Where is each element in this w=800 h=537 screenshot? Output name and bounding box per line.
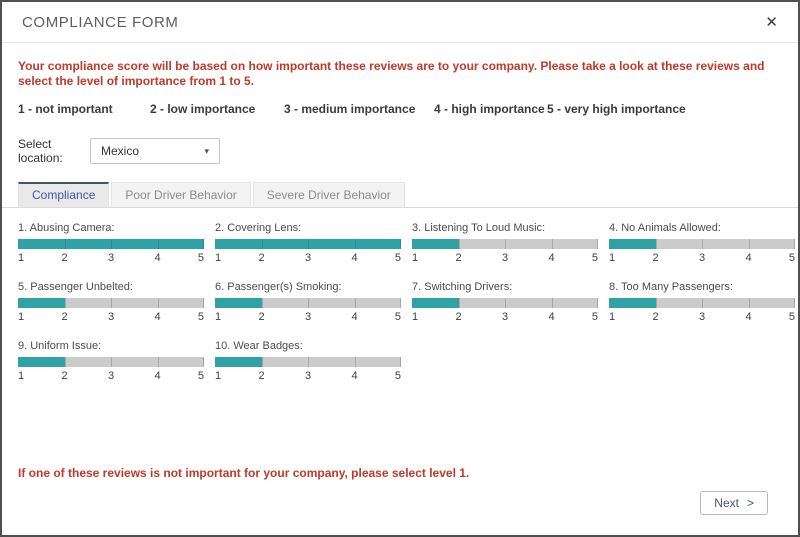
slider-grid [18, 222, 798, 384]
tick-label: 1 [215, 252, 222, 264]
tick-labels [18, 252, 204, 266]
track-tick [702, 239, 703, 249]
tick-label: 5 [197, 252, 204, 264]
track-tick [65, 239, 66, 249]
track-tick [505, 239, 506, 249]
location-label: Select location: [18, 137, 63, 165]
tick-label: 2 [652, 252, 659, 264]
footnote-text: If one of these reviews is not important for your company, please select level 1. [18, 466, 470, 480]
tick-label: 3 [304, 311, 312, 323]
track-tick [597, 239, 598, 249]
slider-label: 9. Uniform Issue: [18, 340, 102, 352]
tick-label: 2 [652, 311, 659, 323]
slider-track[interactable] [412, 239, 598, 249]
location-row [18, 137, 782, 165]
track-tick [65, 298, 66, 308]
intro-text: Your compliance score will be based on how important these reviews are to your company. Please take a look at these reviews and select the level of importance from 1 to 5. [18, 59, 765, 88]
track-tick [158, 239, 159, 249]
track-tick [158, 298, 159, 308]
tick-label: 4 [548, 252, 555, 264]
slider-track[interactable] [18, 298, 204, 308]
tick-label: 5 [591, 252, 598, 264]
tick-label: 2 [258, 252, 265, 264]
tick-label: 2 [455, 311, 462, 323]
track-tick [552, 239, 553, 249]
slider-cell [215, 281, 401, 325]
tick-label: 2 [61, 370, 68, 382]
track-tick [794, 239, 795, 249]
legend-item: 1 - not important [18, 102, 113, 116]
tick-label: 1 [215, 311, 222, 323]
tick-label: 1 [215, 370, 222, 382]
track-tick [400, 239, 401, 249]
tick-label: 3 [304, 252, 312, 264]
slider-track[interactable] [18, 357, 204, 367]
slider-label: 3. Listening To Loud Music: [412, 222, 546, 234]
dialog-title: COMPLIANCE FORM [22, 13, 179, 31]
track-tick [552, 298, 553, 308]
location-selected-value: Mexico [101, 144, 140, 158]
tick-label: 3 [107, 311, 115, 323]
tick-label: 3 [501, 311, 509, 323]
track-tick [355, 357, 356, 367]
slider-track[interactable] [18, 239, 204, 249]
slider-track[interactable] [215, 239, 401, 249]
tick-label: 2 [61, 252, 68, 264]
tick-labels [609, 252, 795, 266]
track-tick [111, 239, 112, 249]
slider-cell [18, 222, 204, 266]
slider-label: 1. Abusing Camera: [18, 222, 115, 234]
tick-labels [215, 311, 401, 325]
track-tick [400, 357, 401, 367]
legend-item: 4 - high importance [434, 102, 545, 116]
slider-cell [412, 222, 598, 266]
slider-label: 6. Passenger(s) Smoking: [215, 281, 342, 293]
slider-fill [215, 357, 262, 367]
chevron-right-icon: > [746, 496, 754, 510]
tick-label: 3 [698, 252, 706, 264]
track-tick [203, 239, 204, 249]
slider-label: 2. Covering Lens: [215, 222, 302, 234]
track-tick [749, 239, 750, 249]
track-tick [459, 239, 460, 249]
tick-labels [412, 252, 598, 266]
track-tick [505, 298, 506, 308]
footer-actions [2, 491, 768, 515]
track-tick [597, 298, 598, 308]
track-tick [262, 298, 263, 308]
slider-fill [18, 357, 65, 367]
tick-label: 1 [18, 252, 25, 264]
tab-strip [2, 182, 798, 208]
track-tick [459, 298, 460, 308]
slider-label: 7. Switching Drivers: [412, 281, 513, 293]
slider-fill [609, 239, 656, 249]
tick-label: 2 [61, 311, 68, 323]
slider-fill [412, 239, 459, 249]
track-tick [111, 357, 112, 367]
tick-label: 5 [394, 252, 401, 264]
track-tick [203, 298, 204, 308]
tick-labels [412, 311, 598, 325]
slider-track[interactable] [609, 239, 795, 249]
slider-fill [18, 298, 65, 308]
slider-fill [412, 298, 459, 308]
slider-label: 4. No Animals Allowed: [609, 222, 721, 234]
tab-poor-driver-behavior[interactable]: Poor Driver Behavior [111, 182, 250, 207]
track-tick [65, 357, 66, 367]
tick-label: 4 [154, 311, 161, 323]
tab-compliance[interactable]: Compliance [18, 182, 109, 207]
next-button[interactable] [700, 491, 768, 515]
tick-labels [18, 311, 204, 325]
tick-labels [215, 252, 401, 266]
tick-label: 5 [788, 311, 795, 323]
tick-label: 1 [18, 370, 25, 382]
tick-label: 4 [745, 252, 752, 264]
slider-cell [412, 281, 598, 325]
slider-fill [609, 298, 656, 308]
chevron-down-icon: ▾ [204, 145, 209, 156]
track-tick [355, 239, 356, 249]
tab-severe-driver-behavior[interactable]: Severe Driver Behavior [253, 182, 405, 207]
slider-track[interactable] [609, 298, 795, 308]
tick-label: 4 [745, 311, 752, 323]
track-tick [308, 239, 309, 249]
tick-label: 3 [304, 370, 312, 382]
next-button-label: Next [714, 496, 739, 510]
track-tick [749, 298, 750, 308]
track-tick [308, 298, 309, 308]
slider-cell [18, 281, 204, 325]
slider-cell [18, 340, 204, 384]
legend-item: 5 - very high importance [547, 102, 686, 116]
close-icon[interactable]: ✕ [765, 13, 778, 31]
track-tick [203, 357, 204, 367]
track-tick [400, 298, 401, 308]
tick-label: 5 [197, 311, 204, 323]
tick-label: 4 [548, 311, 555, 323]
slider-track[interactable] [412, 298, 598, 308]
track-tick [158, 357, 159, 367]
slider-label: 5. Passenger Unbelted: [18, 281, 133, 293]
track-tick [308, 357, 309, 367]
tick-label: 1 [412, 252, 419, 264]
slider-cell [215, 340, 401, 384]
tick-label: 3 [501, 252, 509, 264]
tick-labels [215, 370, 401, 384]
tick-label: 5 [788, 252, 795, 264]
tick-label: 4 [351, 311, 358, 323]
slider-cell [215, 222, 401, 266]
track-tick [355, 298, 356, 308]
tick-label: 5 [394, 311, 401, 323]
slider-label: 8. Too Many Passengers: [609, 281, 733, 293]
track-tick [656, 239, 657, 249]
tick-label: 5 [394, 370, 401, 382]
slider-cell [609, 281, 795, 325]
tick-label: 4 [154, 252, 161, 264]
track-tick [262, 239, 263, 249]
tick-label: 2 [258, 370, 265, 382]
track-tick [111, 298, 112, 308]
importance-legend [18, 102, 782, 117]
track-tick [702, 298, 703, 308]
tick-label: 5 [591, 311, 598, 323]
tick-label: 5 [197, 370, 204, 382]
slider-label: 10. Wear Badges: [215, 340, 303, 352]
slider-track[interactable] [215, 298, 401, 308]
tick-label: 4 [351, 252, 358, 264]
tick-label: 3 [698, 311, 706, 323]
dialog-titlebar [2, 2, 798, 43]
legend-item: 3 - medium importance [284, 102, 416, 116]
tick-label: 1 [18, 311, 25, 323]
tick-label: 2 [455, 252, 462, 264]
tick-label: 1 [609, 252, 616, 264]
slider-fill [215, 298, 262, 308]
tick-label: 2 [258, 311, 265, 323]
tick-label: 4 [351, 370, 358, 382]
tick-label: 1 [609, 311, 616, 323]
tick-labels [18, 370, 204, 384]
track-tick [794, 298, 795, 308]
location-dropdown[interactable] [90, 138, 220, 164]
tick-label: 4 [154, 370, 161, 382]
track-tick [262, 357, 263, 367]
tick-label: 3 [107, 252, 115, 264]
track-tick [656, 298, 657, 308]
tick-label: 3 [107, 370, 115, 382]
legend-item: 2 - low importance [150, 102, 256, 116]
tick-labels [609, 311, 795, 325]
slider-track[interactable] [215, 357, 401, 367]
tick-label: 1 [412, 311, 419, 323]
slider-cell [609, 222, 795, 266]
